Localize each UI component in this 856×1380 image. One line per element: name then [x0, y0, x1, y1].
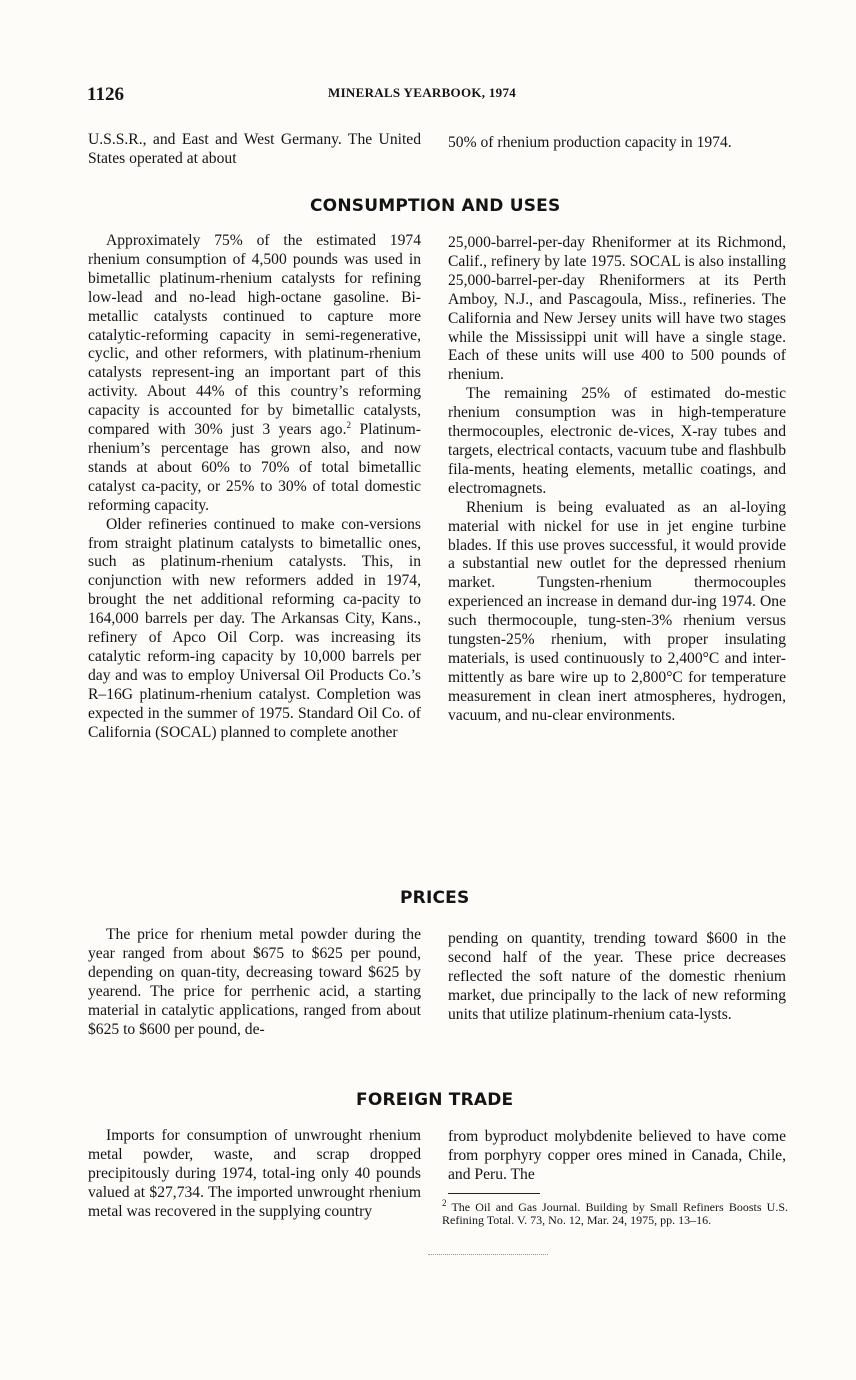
running-title: MINERALS YEARBOOK, 1974 — [328, 85, 517, 100]
consumption-paragraph-1b: Platinum-rhenium’s percentage has grown also, and now stands at about 60% to 70% of total bimetallic catalyst ca-pacity, or 25% to 30% of total domestic reforming capacity. — [88, 421, 421, 514]
prices-paragraph-left: The price for rhenium metal powder during the year ranged from about $675 to $625 per pound, depending on quan-tity, decreasing toward $625 by yearend. The price for perrhenic acid, a starting material in catalytic applications, ranged from about $625 to $600 per pound, de- — [88, 926, 421, 1038]
prices-paragraph-right: pending on quantity, trending toward $600 in the second half of the year. These price decreases reflected the soft nature of the domestic rhenium market, due principally to the lack of new reforming units that utilize platinum-rhenium cata-lysts. — [448, 930, 786, 1023]
footnote-rule — [448, 1193, 540, 1194]
foreign-trade-heading: FOREIGN TRADE — [356, 1090, 514, 1110]
footnote — [442, 1198, 788, 1227]
foreign-trade-paragraph-left: Imports for consumption of unwrought rhenium metal powder, waste, and scrap dropped precipitously during 1974, total-ing only 40 pounds valued at $27,734. The imported unwrought rhenium metal was recovered in the supplying country — [88, 1127, 421, 1220]
footnote-reference: 2 — [346, 419, 351, 430]
foreign-trade-right-column — [448, 1128, 786, 1185]
scan-speck — [428, 1254, 548, 1258]
consumption-right-column — [448, 234, 786, 726]
foreign-trade-left-column — [88, 1127, 421, 1222]
consumption-paragraph-5: Rhenium is being evaluated as an al-loying material with nickel for use in jet engine turbine blades. If this use proves successful, it would provide a substantial new outlet for the depressed rhenium market. Tungsten-rhenium thermocouples experienced an increase in demand dur-ing 1974. One such thermocouple, tung-sten-3% rhenium versus tungsten-25% rhenium, with proper insulating materials, is used continuously to 2,400°C and inter-mittently as bare wire up to 2,800°C for temperature measurement in clean inert atmospheres, hydrogen, vacuum, and nu-clear environments. — [448, 498, 786, 724]
consumption-left-column — [88, 232, 421, 742]
consumption-heading: CONSUMPTION AND USES — [310, 196, 561, 216]
page-number: 1126 — [87, 84, 124, 105]
consumption-paragraph-4: The remaining 25% of estimated do-mestic rhenium consumption was in high-temperature thermocouples, electronic de-vices, X-ray tubes and targets, electrical contacts, vacuum tube and flashbulb fila-ments, heating elements, metallic coatings, and electromagnets. — [448, 385, 786, 497]
consumption-paragraph-3: 25,000-barrel-per-day Rheniformer at its Richmond, Calif., refinery by late 1975. SOCAL is also installing 25,000-barrel-per-day Rheniformers at its Perth Amboy, N.J., and Pascagoula, Miss., refineries. The California and New Jersey units will have two stages while the Mississippi unit will have a single stage. Each of these units will use 400 to 500 pounds of rhenium. — [448, 234, 786, 384]
prices-left-column — [88, 926, 421, 1039]
intro-left-paragraph: U.S.S.R., and East and West Germany. The United States operated at about — [88, 131, 421, 167]
consumption-paragraph-2: Older refineries continued to make con-versions from straight platinum catalysts to bimetallic ones, such as platinum-rhenium catalysts. This, in conjunction with new reformers added in 1974, brought the net additional reforming ca-pacity to 164,000 barrels per day. The Arkansas City, Kans., refinery of Apco Oil Corp. was increasing its catalytic reform-ing capacity by 10,000 barrels per day and was to employ Universal Oil Products Co.’s R–16G platinum-rhenium catalyst. Completion was expected in the summer of 1975. Standard Oil Co. of California (SOCAL) planned to complete another — [88, 515, 421, 741]
footnote-text: The Oil and Gas Journal. Building by Small Refiners Boosts U.S. Refining Total. V. 73, No. 12, Mar. 24, 1975, pp. 13–16. — [442, 1200, 788, 1227]
intro-right-paragraph: 50% of rhenium production capacity in 1974. — [448, 134, 732, 151]
intro-right-column — [448, 134, 786, 153]
intro-left-column — [88, 131, 421, 169]
foreign-trade-paragraph-right: from byproduct molybdenite believed to have come from porphyry copper ores mined in Canada, Chile, and Peru. The — [448, 1128, 786, 1183]
footnote-mark: 2 — [442, 1198, 447, 1208]
prices-heading: PRICES — [400, 888, 470, 908]
prices-right-column — [448, 930, 786, 1025]
consumption-paragraph-1 — [88, 232, 421, 516]
consumption-paragraph-1a: Approximately 75% of the estimated 1974 rhenium consumption of 4,500 pounds was used in bimetallic platinum-rhenium catalysts for refining low-lead and no-lead high-octane gasoline. Bi-metallic catalysts continued to capture more catalytic-reforming capacity in semi-regenerative, cyclic, and other reformers, with platinum-rhenium catalysts represent-ing an important part of this activity. About 44% of this country’s reforming capacity is accounted for by bimetallic catalysts, compared with 30% just 3 years ago. — [88, 232, 421, 439]
